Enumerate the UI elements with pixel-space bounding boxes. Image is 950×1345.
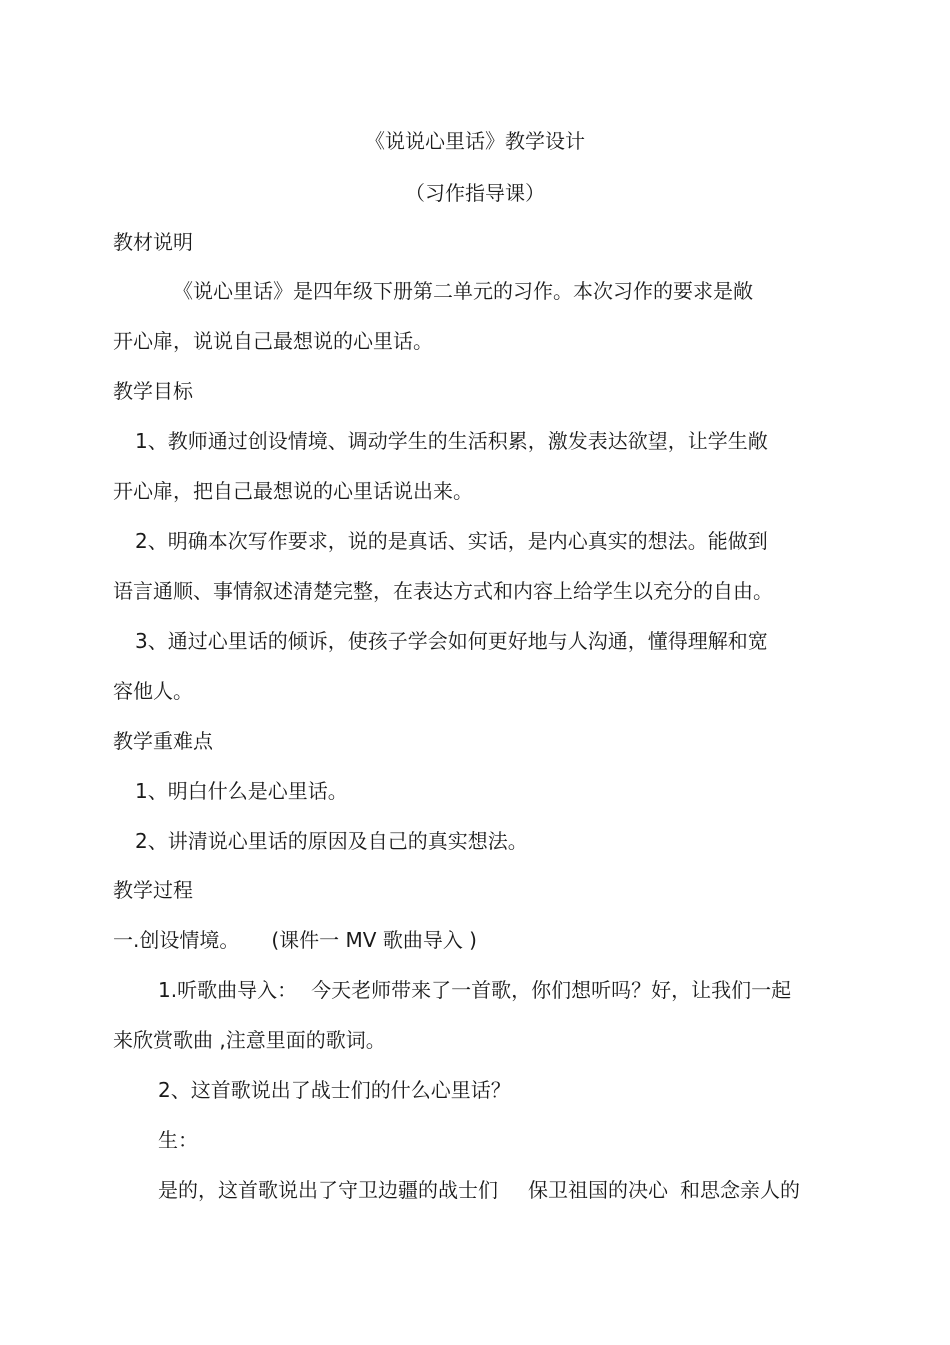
goal-item-3: 3、通过心里话的倾诉，使孩子学会如何更好地与人沟通，懂得理解和宽 [135,629,768,653]
step-item-lead: 1.听歌曲导入： [158,978,298,1002]
answer-line [158,1177,800,1203]
goal-item-2: 2、明确本次写作要求，说的是真话、实话，是内心真实的想法。能做到 [135,529,768,553]
keypoint-item-2: 2、讲清说心里话的原因及自己的真实想法。 [135,829,528,853]
answer-part-b: 保卫祖国的决心 [528,1178,668,1202]
section-heading-keypoints: 教学重难点 [113,729,213,753]
section-heading-goals: 教学目标 [113,379,193,403]
answer-part-c: 和思念亲人的 [680,1178,800,1202]
step-item-1 [158,977,791,1003]
document-subtitle: （习作指导课） [405,181,545,205]
step-item-2: 2、这首歌说出了战士们的什么心里话？ [158,1078,511,1102]
paragraph-line: 《说心里话》是四年级下册第二单元的习作。本次习作的要求是敞 [173,279,753,303]
paragraph-line: 语言通顺、事情叙述清楚完整，在表达方式和内容上给学生以充分的自由。 [113,579,773,603]
step-item-text: 今天老师带来了一首歌，你们想听吗？好，让我们一起 [311,978,792,1002]
document-title: 《说说心里话》教学设计 [365,129,585,153]
paragraph-line: 来欣赏歌曲 ,注意里面的歌词。 [113,1028,386,1052]
goal-item-1: 1、教师通过创设情境、调动学生的生活积累，激发表达欲望，让学生敞 [135,429,768,453]
paragraph-line: 开心扉，把自己最想说的心里话说出来。 [113,479,473,503]
answer-part-a: 是的，这首歌说出了守卫边疆的战士们 [158,1178,498,1202]
keypoint-item-1: 1、明白什么是心里话。 [135,779,348,803]
section-heading-process: 教学过程 [113,878,193,902]
step-title: 一.创设情境。 [113,928,240,952]
step-heading-1 [113,927,477,953]
section-heading-material: 教材说明 [113,230,193,254]
paragraph-line: 开心扉，说说自己最想说的心里话。 [113,329,433,353]
paragraph-line: 容他人。 [113,679,193,703]
student-label: 生： [158,1128,198,1152]
step-note: (课件一 MV 歌曲导入 ) [271,928,477,952]
